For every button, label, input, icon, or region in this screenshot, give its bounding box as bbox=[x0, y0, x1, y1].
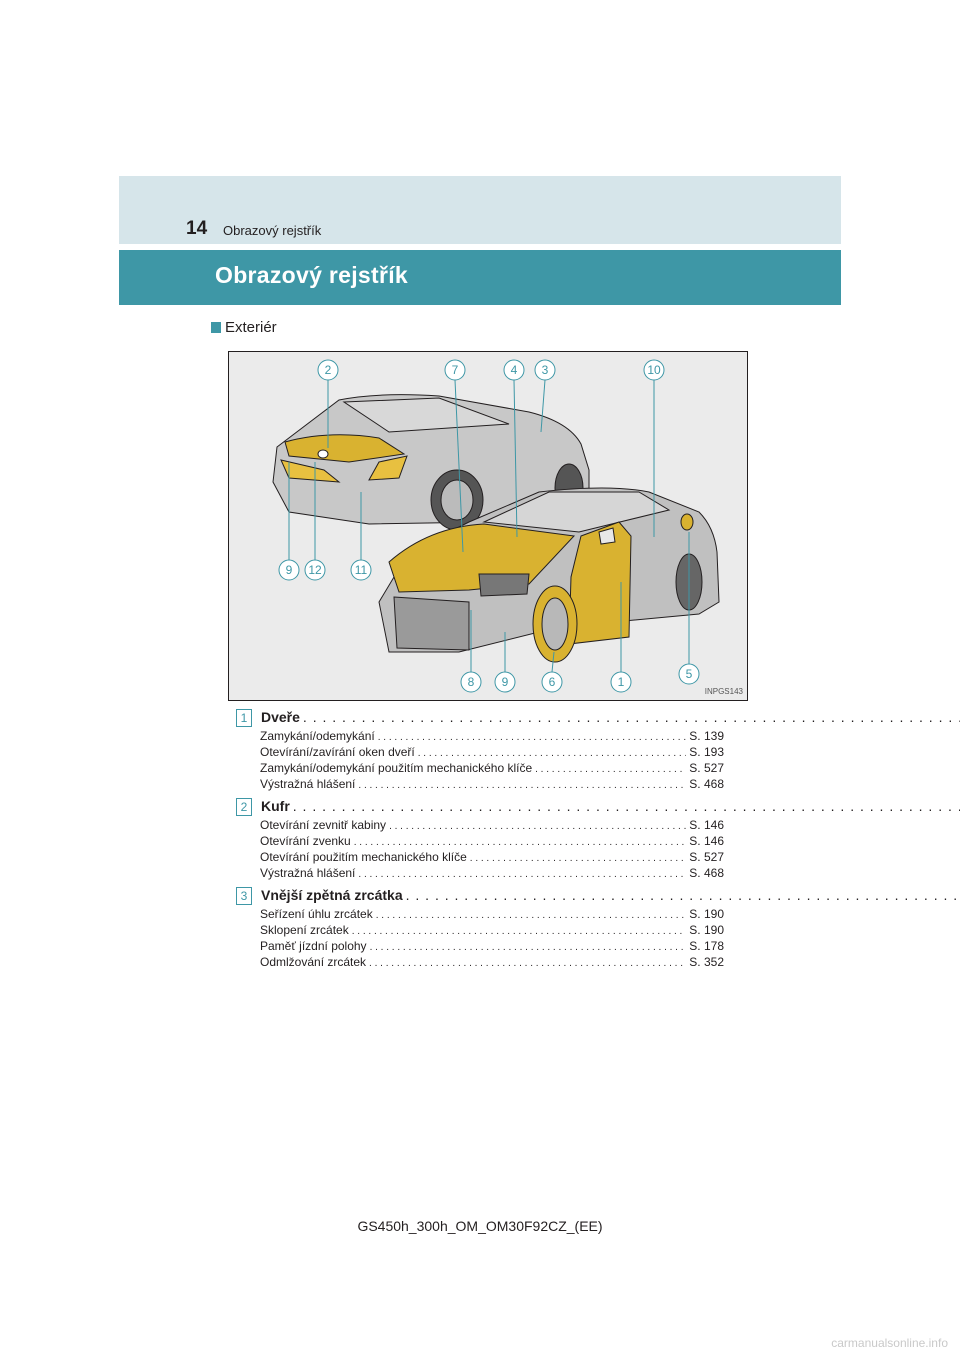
sub-entry-page-link[interactable]: S. 527 bbox=[689, 761, 724, 775]
sub-entry-label: Otevírání zevnitř kabiny bbox=[260, 818, 387, 832]
callout-9-rear bbox=[279, 560, 299, 580]
entry-number: 1 bbox=[236, 709, 252, 727]
section-bullet-icon bbox=[211, 322, 221, 333]
dot-leader bbox=[418, 748, 687, 759]
dot-leader bbox=[470, 853, 687, 864]
callout-10 bbox=[644, 360, 664, 380]
sub-entry-page-link[interactable]: S. 527 bbox=[689, 850, 724, 864]
sub-entry-page-link[interactable]: S. 146 bbox=[689, 818, 724, 832]
index-entry-mirrors bbox=[236, 887, 724, 971]
page-title: Obrazový rejstřík bbox=[215, 262, 409, 288]
dot-leader bbox=[535, 764, 686, 775]
sub-entry-page-link[interactable]: S. 178 bbox=[689, 939, 724, 953]
callout-8 bbox=[461, 672, 481, 692]
sub-entry-label: Odmlžování zrcátek bbox=[260, 955, 367, 969]
svg-text:2: 2 bbox=[324, 363, 332, 377]
callout-12 bbox=[305, 560, 325, 580]
svg-text:7: 7 bbox=[451, 363, 459, 377]
sub-entry bbox=[260, 923, 724, 939]
dot-leader bbox=[303, 709, 960, 725]
sub-entry-label: Otevírání zvenku bbox=[260, 834, 351, 848]
entry-label: Dveře bbox=[261, 709, 300, 725]
svg-text:9: 9 bbox=[285, 563, 293, 577]
svg-text:4: 4 bbox=[510, 363, 518, 377]
sub-entry bbox=[260, 834, 724, 850]
sub-entry bbox=[260, 745, 724, 761]
dot-leader bbox=[389, 821, 686, 832]
svg-text:9: 9 bbox=[501, 675, 509, 689]
sub-entry-label: Otevírání použitím mechanického klíče bbox=[260, 850, 467, 864]
callout-3 bbox=[535, 360, 555, 380]
car-illustration bbox=[229, 352, 748, 701]
callout-9-front bbox=[495, 672, 515, 692]
index-entry-trunk bbox=[236, 798, 724, 882]
callout-7 bbox=[445, 360, 465, 380]
dot-leader bbox=[369, 958, 686, 969]
dot-leader bbox=[358, 869, 686, 880]
sub-entry bbox=[260, 729, 724, 745]
sub-entry-label: Sklopení zrcátek bbox=[260, 923, 349, 937]
sub-entry-page-link[interactable]: S. 193 bbox=[689, 745, 724, 759]
section-heading bbox=[211, 319, 277, 336]
svg-text:10: 10 bbox=[647, 363, 661, 377]
dot-leader bbox=[370, 942, 687, 953]
sub-entry-label: Zamykání/odemykání bbox=[260, 729, 375, 743]
callout-5 bbox=[679, 664, 699, 684]
dot-leader bbox=[293, 798, 960, 814]
sub-entry bbox=[260, 866, 724, 882]
dot-leader bbox=[354, 837, 687, 848]
svg-text:3: 3 bbox=[541, 363, 549, 377]
sub-entry bbox=[260, 955, 724, 971]
svg-text:11: 11 bbox=[354, 563, 368, 577]
callout-11 bbox=[351, 560, 371, 580]
sub-entry-label: Výstražná hlášení bbox=[260, 866, 356, 880]
callout-1 bbox=[611, 672, 631, 692]
svg-text:12: 12 bbox=[308, 563, 322, 577]
dot-leader bbox=[406, 887, 960, 903]
dot-leader bbox=[358, 780, 686, 791]
dot-leader bbox=[352, 926, 687, 937]
entry-label: Vnější zpětná zrcátka bbox=[261, 887, 403, 903]
sub-entry-label: Paměť jízdní polohy bbox=[260, 939, 367, 953]
sub-entry bbox=[260, 818, 724, 834]
watermark: carmanualsonline.info bbox=[831, 1336, 948, 1350]
sub-entry-page-link[interactable]: S. 190 bbox=[689, 923, 724, 937]
dot-leader bbox=[378, 732, 687, 743]
sub-entry bbox=[260, 907, 724, 923]
figure-code: INPGS143 bbox=[704, 687, 743, 696]
svg-text:1: 1 bbox=[617, 675, 625, 689]
sub-entry-label: Výstražná hlášení bbox=[260, 777, 356, 791]
callout-2 bbox=[318, 360, 338, 380]
sub-entry bbox=[260, 761, 724, 777]
sub-entry-page-link[interactable]: S. 468 bbox=[689, 866, 724, 880]
index-entry-doors bbox=[236, 709, 724, 793]
section-label: Exteriér bbox=[225, 319, 277, 336]
exterior-figure bbox=[228, 351, 748, 701]
sub-entry-page-link[interactable]: S. 468 bbox=[689, 777, 724, 791]
page-number: 14 bbox=[186, 218, 208, 239]
sub-entry bbox=[260, 939, 724, 955]
dot-leader bbox=[376, 910, 687, 921]
title-bar bbox=[119, 250, 841, 305]
sub-entry-page-link[interactable]: S. 352 bbox=[689, 955, 724, 969]
entry-number: 3 bbox=[236, 887, 252, 905]
callout-6 bbox=[542, 672, 562, 692]
sub-entry-page-link[interactable]: S. 190 bbox=[689, 907, 724, 921]
svg-text:8: 8 bbox=[467, 675, 475, 689]
footer-doc-id: GS450h_300h_OM_OM30F92CZ_(EE) bbox=[357, 1218, 603, 1234]
svg-text:5: 5 bbox=[685, 667, 693, 681]
sub-entry-label: Zamykání/odemykání použitím mechanického klíče bbox=[260, 761, 533, 775]
sub-entry bbox=[260, 850, 724, 866]
entry-number: 2 bbox=[236, 798, 252, 816]
entry-label: Kufr bbox=[261, 798, 290, 814]
sub-entry bbox=[260, 777, 724, 793]
svg-text:6: 6 bbox=[548, 675, 556, 689]
sub-entry-page-link[interactable]: S. 146 bbox=[689, 834, 724, 848]
sub-entry-label: Otevírání/zavírání oken dveří bbox=[260, 745, 415, 759]
sub-entry-label: Seřízení úhlu zrcátek bbox=[260, 907, 373, 921]
sub-entry-page-link[interactable]: S. 139 bbox=[689, 729, 724, 743]
running-title: Obrazový rejstřík bbox=[223, 223, 322, 238]
callout-4 bbox=[504, 360, 524, 380]
